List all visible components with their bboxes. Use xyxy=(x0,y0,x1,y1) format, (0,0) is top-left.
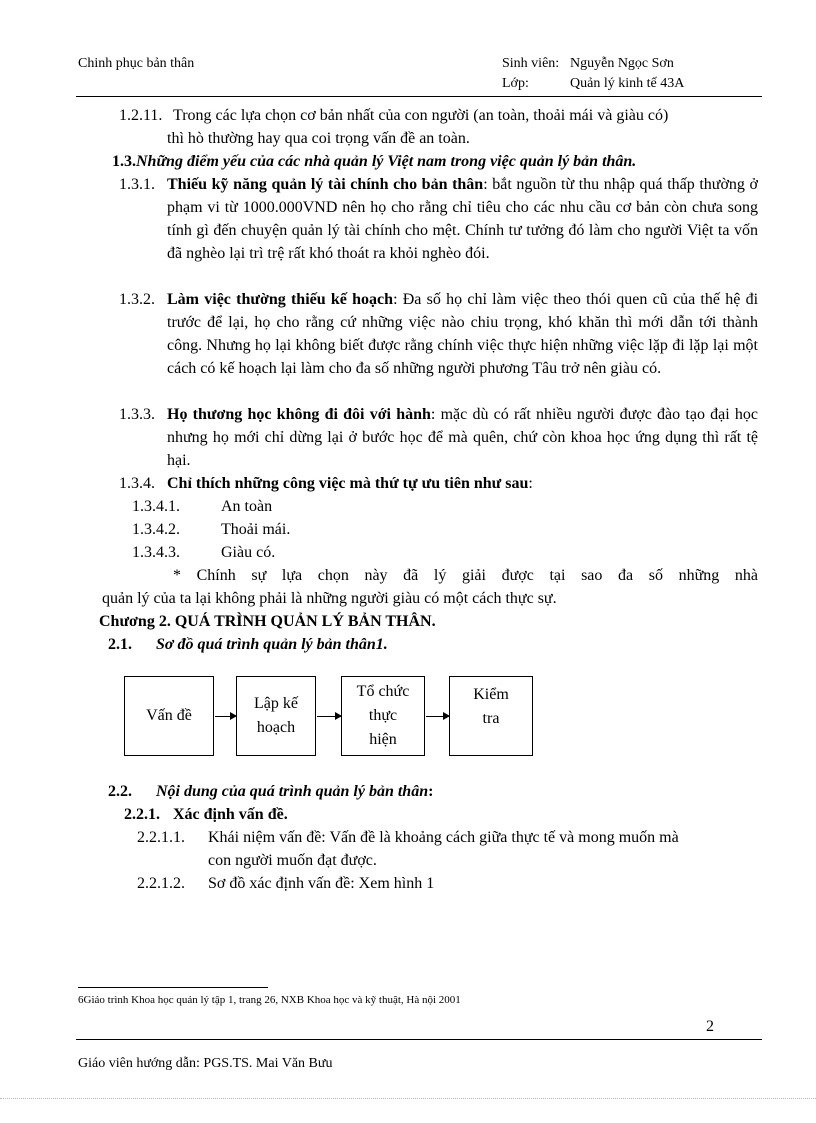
section-1-3-1-bold: Thiếu kỹ năng quản lý tài chính cho bản thân xyxy=(167,176,484,193)
section-2-2-1-1-line1: Khái niệm vấn đề: Vấn đề là khoảng cách giữa thực tế và mong muốn mà xyxy=(208,829,679,846)
note-line2: quản lý của ta lại không phải là những người giàu có một cách thực sự. xyxy=(102,590,557,607)
page-number: 2 xyxy=(706,1018,714,1035)
section-1-3-4-number: 1.3.4. xyxy=(119,475,155,492)
section-1-3-4-bold: Chỉ thích những công việc mà thứ tự ưu tiên như sau xyxy=(167,475,529,492)
diagram-arrow xyxy=(215,716,236,717)
section-2-2-1-1-number: 2.2.1.1. xyxy=(137,829,185,846)
diagram-arrow xyxy=(426,716,449,717)
section-1-3-2-rest: của thế hệ đi trước để lại, họ cho rằng cứ những việc nào chiu trọng, khó khăn thì mới dẫn tới thành công. Nhưng họ lại không biết được rằng chính việc thực hiện những việc lặp đi lặp lại một cách có kế hoạch lại làm cho đa số những người phương Tâu trở nên giàu có. xyxy=(167,291,759,377)
section-2-2-1-title: Xác định vấn đề. xyxy=(173,806,288,823)
diagram-arrow xyxy=(317,716,341,717)
section-2-1-number: 2.1. xyxy=(108,636,132,653)
section-1-3-3-bold: Họ thương học không đi đôi với hành xyxy=(167,406,431,423)
box-line: hiện xyxy=(369,731,397,748)
section-1-3-1-number: 1.3.1. xyxy=(119,176,155,193)
header-left: Chinh phục bản thân xyxy=(78,56,195,71)
chapter-2-title: Chương 2. QUÁ TRÌNH QUẢN LÝ BẢN THÂN. xyxy=(99,613,436,630)
section-1-2-11-line1: Trong các lựa chọn cơ bản nhất của con người (an toàn, thoải mái và giàu có) xyxy=(173,107,669,124)
note-line1: * Chính sự lựa chọn này đã lý giải được tại sao đa số những nhà xyxy=(173,567,758,584)
section-2-2-heading xyxy=(156,780,433,803)
section-1-3-1-body xyxy=(167,173,758,265)
section-1-3-4-tail: : xyxy=(528,475,533,492)
section-1-3-heading xyxy=(112,150,636,173)
section-1-3-3-body xyxy=(167,403,758,472)
section-1-3-3-number: 1.3.3. xyxy=(119,406,155,423)
page-edge xyxy=(0,1098,816,1099)
box-line: Vấn đề xyxy=(146,707,192,724)
diagram-box-problem xyxy=(124,676,214,756)
header-rule xyxy=(76,96,762,97)
list-item-text: Giàu có. xyxy=(221,544,276,561)
section-1-2-11-line2: thì hò thường hay qua coi trọng vấn đề an toàn. xyxy=(167,130,470,147)
list-item-number: 1.3.4.1. xyxy=(132,498,180,515)
student-name: Nguyễn Ngọc Sơn xyxy=(570,56,674,71)
section-2-2-title: Nội dung của quá trình quản lý bản thân xyxy=(156,783,429,800)
section-2-2-1-2-number: 2.2.1.2. xyxy=(137,875,185,892)
footnote-rule xyxy=(78,987,268,988)
section-1-3-3-rest: tạo đại học nhưng họ mới chỉ dừng lại ở bước học để mà quên, chứ còn khoa học ứng dụng thì rất tệ hại. xyxy=(167,406,759,469)
list-item-number: 1.3.4.2. xyxy=(132,521,180,538)
list-item-text: Thoải mái. xyxy=(221,521,291,538)
class-label: Lớp: xyxy=(502,76,529,91)
box-line: Tổ chức xyxy=(356,683,410,700)
section-1-2-11-number: 1.2.11. xyxy=(119,107,163,124)
section-1-3-title: Những điểm yếu của các nhà quản lý Việt nam trong việc quản lý bản thân. xyxy=(136,153,637,170)
section-2-2-number: 2.2. xyxy=(108,783,132,800)
section-1-3-number: 1.3. xyxy=(112,153,136,170)
section-1-3-4-body xyxy=(167,472,533,495)
box-line: tra xyxy=(482,710,500,727)
box-line: Kiểm xyxy=(473,686,509,703)
section-2-2-1-number: 2.2.1. xyxy=(124,806,160,823)
section-1-3-2-bold: Làm việc thường thiếu kế hoạch xyxy=(167,291,394,308)
diagram-box-implementation xyxy=(341,676,425,756)
section-2-2-tail: : xyxy=(428,783,434,800)
student-label: Sinh viên: xyxy=(502,56,560,71)
box-line: Lập kế xyxy=(254,695,298,712)
section-1-3-1-rest: thấp thường ở phạm vi từ 1000.000VND nên họ cho rằng chỉ tiêu cho các nhu cầu cơ bản còn chưa song tính gì đến chuyện quản lý tài chính cho mệt. Chính tư tưởng đó làm cho người Việt ta vốn đã nghèo lại trì trệ rất khó thoát ra khỏi nghèo đói. xyxy=(167,176,758,262)
box-line: thực xyxy=(368,707,398,724)
section-1-3-1-first: : bắt nguồn từ thu nhập quá xyxy=(483,176,663,193)
section-1-3-3-first: : mặc dù có rất nhiều người được đào xyxy=(430,406,681,423)
list-item-number: 1.3.4.3. xyxy=(132,544,180,561)
section-2-2-1-1-line2: con người muốn đạt được. xyxy=(208,852,377,869)
section-1-3-2-first: : Đa số họ chỉ làm việc theo thói quen cũ xyxy=(393,291,668,308)
diagram-box-planning xyxy=(236,676,316,756)
diagram-box-check xyxy=(449,676,533,756)
section-1-3-2-number: 1.3.2. xyxy=(119,291,155,308)
section-2-1-title: Sơ đồ quá trình quản lý bản thân1. xyxy=(156,636,388,653)
class-name: Quản lý kinh tế 43A xyxy=(570,76,685,91)
footnote-text: 6Giáo trình Khoa học quản lý tập 1, trang 26, NXB Khoa học và kỹ thuật, Hà nội 2001 xyxy=(78,994,461,1006)
list-item-text: An toàn xyxy=(221,498,273,515)
box-line: hoạch xyxy=(256,719,296,736)
footer-rule xyxy=(76,1039,762,1040)
section-2-2-1-2-text: Sơ đồ xác định vấn đề: Xem hình 1 xyxy=(208,875,435,892)
footer-supervisor: Giáo viên hướng dẫn: PGS.TS. Mai Văn Bưu xyxy=(78,1056,333,1071)
section-1-3-2-body xyxy=(167,288,758,380)
